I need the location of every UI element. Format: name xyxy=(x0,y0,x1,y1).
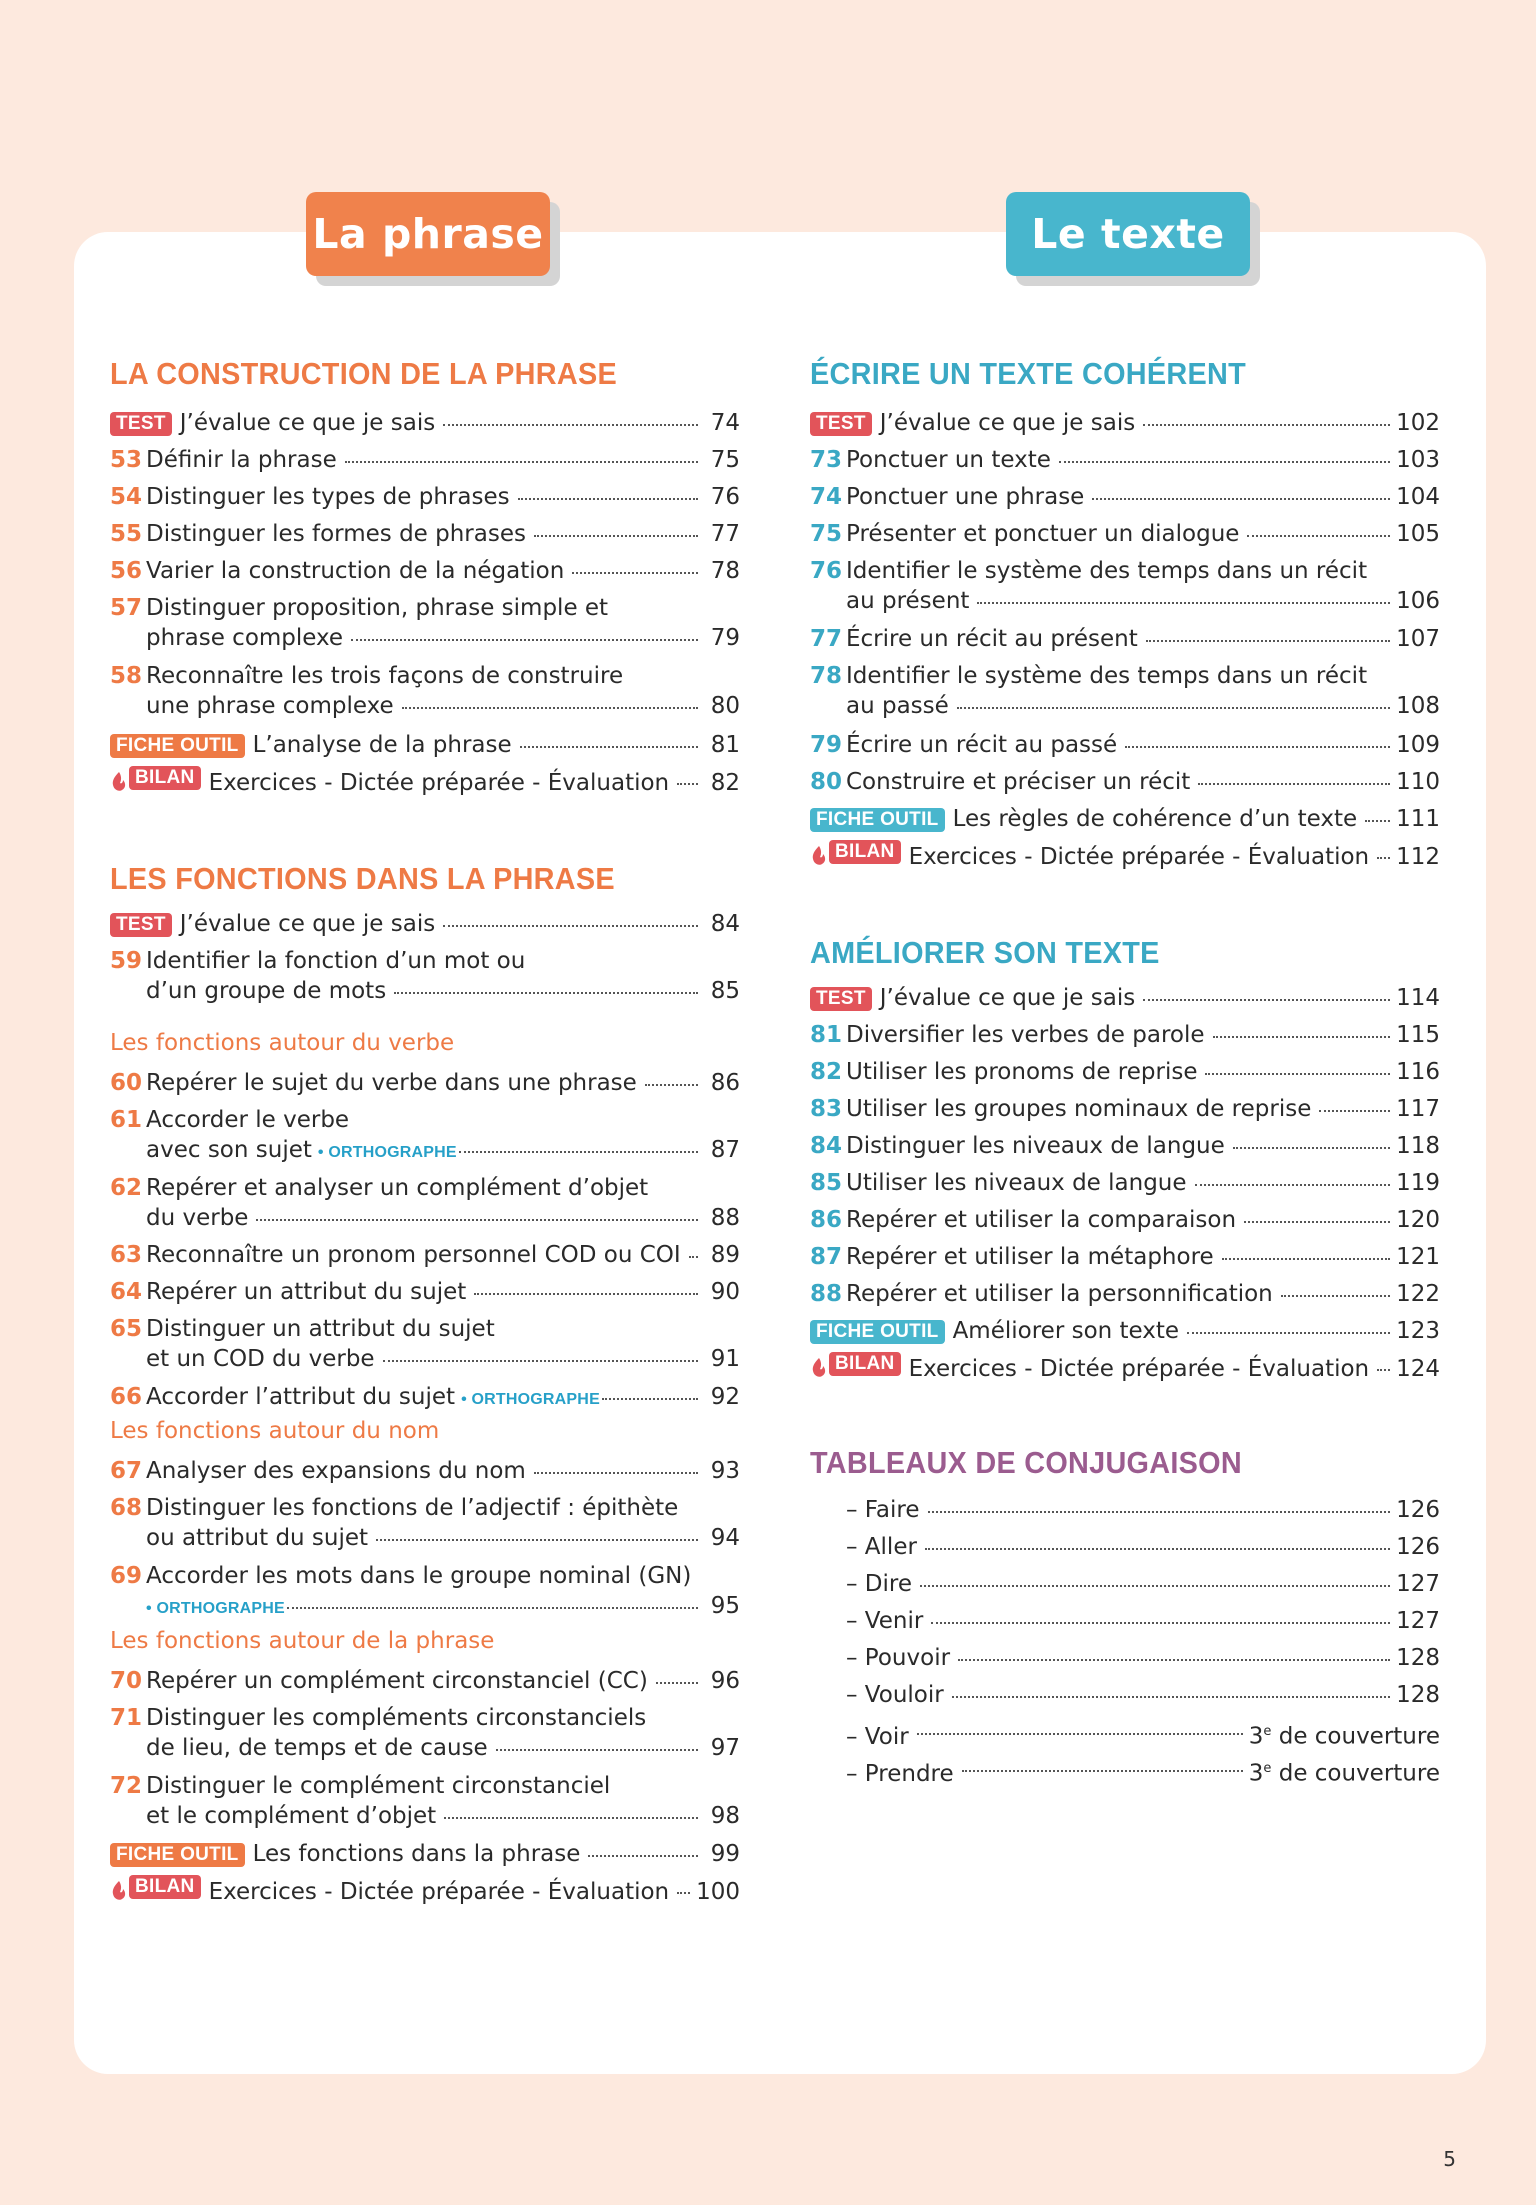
entry-text: et un COD du verbe xyxy=(146,1346,375,1372)
entry-text: au passé xyxy=(846,693,949,719)
entry-text: Repérer et analyser un complément d’objet xyxy=(146,1175,649,1201)
entry-text: – Voir xyxy=(846,1723,909,1750)
entry-text: d’un groupe de mots xyxy=(146,978,387,1004)
lesson-number: 84 xyxy=(810,1133,843,1159)
lesson-number: 70 xyxy=(110,1668,143,1694)
tab-le-texte: Le texte xyxy=(1006,192,1250,276)
page-number: 103 xyxy=(1396,447,1440,473)
page-number: 105 xyxy=(1396,521,1440,547)
lesson-number: 72 xyxy=(110,1773,143,1799)
tab-la-phrase: La phrase xyxy=(306,192,550,276)
page-number: 89 xyxy=(710,1242,740,1268)
entry-text: au présent xyxy=(846,588,970,614)
page-reference: 3e de couverture xyxy=(1248,1723,1440,1750)
page-number: 114 xyxy=(1396,985,1440,1011)
conjugation-item[interactable] xyxy=(810,1754,1440,1787)
lesson-number: 64 xyxy=(110,1279,143,1305)
toc-entry[interactable] xyxy=(110,1277,740,1307)
page-number: 86 xyxy=(710,1070,740,1096)
lesson-number: 80 xyxy=(810,769,843,795)
entry-text: Identifier le système des temps dans un récit xyxy=(846,663,1368,689)
entry-text: J’évalue ce que je sais xyxy=(179,410,436,436)
lesson-number: 58 xyxy=(110,663,143,689)
lesson-number: 86 xyxy=(810,1207,843,1233)
toc-entry[interactable] xyxy=(110,1876,740,1906)
section-title: LA CONSTRUCTION DE LA PHRASE xyxy=(110,356,618,391)
flame-icon xyxy=(810,1357,828,1379)
toc-entry[interactable] xyxy=(110,482,740,512)
page-number: 122 xyxy=(1396,1281,1440,1307)
entry-text: une phrase complexe xyxy=(146,693,394,719)
toc-entry[interactable] xyxy=(110,408,740,438)
page-number: 74 xyxy=(710,410,740,436)
page-number-footer: 5 xyxy=(1443,2147,1456,2171)
test-badge: TEST xyxy=(110,913,172,937)
lesson-number: 71 xyxy=(110,1705,143,1731)
page-number: 110 xyxy=(1396,769,1440,795)
toc-entry[interactable] xyxy=(810,730,1440,760)
entry-text: Exercices - Dictée préparée - Évaluation xyxy=(908,1356,1370,1382)
conjugation-item[interactable] xyxy=(810,1532,1440,1562)
toc-entry[interactable] xyxy=(110,1173,740,1233)
toc-entry[interactable] xyxy=(110,519,740,549)
lesson-number: 74 xyxy=(810,484,843,510)
entry-text: Utiliser les groupes nominaux de reprise xyxy=(846,1096,1312,1122)
page-number: 97 xyxy=(710,1735,740,1761)
toc-entry[interactable] xyxy=(810,841,1440,871)
test-badge: TEST xyxy=(810,987,872,1011)
entry-text: Repérer le sujet du verbe dans une phrase xyxy=(146,1070,637,1096)
orthographe-tag: • ORTHOGRAPHE xyxy=(317,1144,457,1161)
subsection-title: Les fonctions autour de la phrase xyxy=(110,1628,495,1654)
page-number: 90 xyxy=(710,1279,740,1305)
toc-entry[interactable] xyxy=(810,1316,1440,1346)
lesson-number: 62 xyxy=(110,1175,143,1201)
entry-text: ou attribut du sujet xyxy=(146,1525,369,1551)
entry-text: Exercices - Dictée préparée - Évaluation xyxy=(208,1879,670,1905)
page-number: 115 xyxy=(1396,1022,1440,1048)
toc-entry[interactable] xyxy=(110,946,740,1006)
flame-icon xyxy=(110,771,128,793)
toc-entry[interactable] xyxy=(110,445,740,475)
lesson-number: 88 xyxy=(810,1281,843,1307)
entry-text: Améliorer son texte xyxy=(952,1318,1180,1344)
page-number: 126 xyxy=(1396,1497,1440,1523)
entry-text: Repérer et utiliser la métaphore xyxy=(846,1244,1214,1270)
page-number: 91 xyxy=(710,1346,740,1372)
test-badge: TEST xyxy=(810,412,872,436)
lesson-number: 82 xyxy=(810,1059,843,1085)
conjugation-item[interactable] xyxy=(810,1717,1440,1750)
toc-entry[interactable] xyxy=(810,408,1440,438)
page-number: 123 xyxy=(1396,1318,1440,1344)
lesson-number: 77 xyxy=(810,626,843,652)
page-number: 126 xyxy=(1396,1534,1440,1560)
toc-entry[interactable] xyxy=(810,445,1440,475)
entry-text: J’évalue ce que je sais xyxy=(179,911,436,937)
lesson-number: 59 xyxy=(110,948,143,974)
toc-entry[interactable] xyxy=(110,1771,740,1831)
conjugation-item[interactable] xyxy=(810,1495,1440,1525)
page-number: 128 xyxy=(1396,1682,1440,1708)
toc-entry[interactable] xyxy=(110,1666,740,1696)
toc-entry[interactable] xyxy=(110,1839,740,1869)
entry-text: Présenter et ponctuer un dialogue xyxy=(846,521,1240,547)
lesson-number: 68 xyxy=(110,1495,143,1521)
section-title: TABLEAUX DE CONJUGAISON xyxy=(810,1445,1242,1480)
toc-entry[interactable] xyxy=(810,1168,1440,1198)
page-number: 98 xyxy=(710,1803,740,1829)
entry-text: Distinguer les fonctions de l’adjectif : épithète xyxy=(146,1495,679,1521)
page-number: 87 xyxy=(710,1137,740,1163)
page-number: 99 xyxy=(710,1841,740,1867)
page-number: 100 xyxy=(696,1879,740,1905)
lesson-number: 85 xyxy=(810,1170,843,1196)
entry-text: Distinguer le complément circonstanciel xyxy=(146,1773,611,1799)
lesson-number: 67 xyxy=(110,1458,143,1484)
page-number: 102 xyxy=(1396,410,1440,436)
entry-text: Reconnaître un pronom personnel COD ou COI xyxy=(146,1242,681,1268)
toc-entry[interactable] xyxy=(810,1094,1440,1124)
page-reference: 3e de couverture xyxy=(1248,1760,1440,1787)
lesson-number: 76 xyxy=(810,558,843,584)
lesson-number: 65 xyxy=(110,1316,143,1342)
toc-entry[interactable] xyxy=(810,661,1440,721)
page-number: 109 xyxy=(1396,732,1440,758)
toc-entry[interactable] xyxy=(110,1493,740,1553)
lesson-number: 60 xyxy=(110,1070,143,1096)
lesson-number: 69 xyxy=(110,1563,143,1589)
entry-text: Accorder les mots dans le groupe nominal (GN) xyxy=(146,1563,692,1589)
page-number: 85 xyxy=(710,978,740,1004)
entry-text: Écrire un récit au passé xyxy=(846,732,1118,758)
conjugation-item[interactable] xyxy=(810,1643,1440,1673)
page-number: 127 xyxy=(1396,1571,1440,1597)
lesson-number: 61 xyxy=(110,1107,143,1133)
toc-entry[interactable] xyxy=(110,661,740,721)
toc-entry[interactable] xyxy=(110,1382,740,1412)
fiche-outil-badge: FICHE OUTIL xyxy=(810,808,945,832)
entry-text: Repérer un attribut du sujet xyxy=(146,1279,467,1305)
conjugation-item[interactable] xyxy=(810,1680,1440,1710)
toc-entry[interactable] xyxy=(810,482,1440,512)
lesson-number: 56 xyxy=(110,558,143,584)
page-number: 107 xyxy=(1396,626,1440,652)
page-number: 124 xyxy=(1396,1356,1440,1382)
lesson-number: 55 xyxy=(110,521,143,547)
toc-entry[interactable] xyxy=(810,519,1440,549)
entry-text: Identifier le système des temps dans un récit xyxy=(846,558,1368,584)
toc-entry[interactable] xyxy=(810,1057,1440,1087)
fiche-outil-badge: FICHE OUTIL xyxy=(110,1843,245,1867)
page-number: 77 xyxy=(710,521,740,547)
lesson-number: 78 xyxy=(810,663,843,689)
toc-entry[interactable] xyxy=(110,593,740,653)
toc-entry[interactable] xyxy=(110,1456,740,1486)
entry-text: phrase complexe xyxy=(146,625,344,651)
page-number: 117 xyxy=(1396,1096,1440,1122)
entry-text: Distinguer un attribut du sujet xyxy=(146,1316,495,1342)
entry-text: Distinguer les compléments circonstanciels xyxy=(146,1705,647,1731)
conjugation-item[interactable] xyxy=(810,1569,1440,1599)
entry-text: Identifier la fonction d’un mot ou xyxy=(146,948,526,974)
page-number: 94 xyxy=(710,1525,740,1551)
page-number: 92 xyxy=(710,1384,740,1410)
page-number: 82 xyxy=(710,770,740,796)
lesson-number: 66 xyxy=(110,1384,143,1410)
entry-text: Varier la construction de la négation xyxy=(146,558,565,584)
toc-entry[interactable] xyxy=(810,1020,1440,1050)
entry-text: du verbe xyxy=(146,1205,249,1231)
toc-entry[interactable] xyxy=(110,1561,740,1621)
entry-text: Distinguer les niveaux de langue xyxy=(846,1133,1225,1159)
subsection-title: Les fonctions autour du verbe xyxy=(110,1030,455,1056)
entry-text: Les règles de cohérence d’un texte xyxy=(952,806,1358,832)
page-number: 121 xyxy=(1396,1244,1440,1270)
entry-text: – Vouloir xyxy=(846,1682,944,1708)
toc-entry[interactable] xyxy=(110,1068,740,1098)
entry-text: Ponctuer une phrase xyxy=(846,484,1085,510)
lesson-number: 73 xyxy=(810,447,843,473)
entry-text: J’évalue ce que je sais xyxy=(879,410,1136,436)
entry-text: Analyser des expansions du nom xyxy=(146,1458,526,1484)
page-number: 81 xyxy=(710,732,740,758)
lesson-number: 87 xyxy=(810,1244,843,1270)
entry-text: – Faire xyxy=(846,1497,920,1523)
entry-text: – Venir xyxy=(846,1608,924,1634)
bilan-badge: BILAN xyxy=(829,840,901,864)
entry-text: Repérer et utiliser la personnification xyxy=(846,1281,1273,1307)
test-badge: TEST xyxy=(110,412,172,436)
lesson-number: 81 xyxy=(810,1022,843,1048)
page-number: 119 xyxy=(1396,1170,1440,1196)
page-number: 128 xyxy=(1396,1645,1440,1671)
page-number: 111 xyxy=(1396,806,1440,832)
entry-text: Exercices - Dictée préparée - Évaluation xyxy=(908,844,1370,870)
bilan-badge: BILAN xyxy=(129,766,201,790)
page-number: 106 xyxy=(1396,588,1440,614)
page-number: 84 xyxy=(710,911,740,937)
flame-icon xyxy=(110,1880,128,1902)
toc-entry[interactable] xyxy=(810,1205,1440,1235)
entry-text: Distinguer proposition, phrase simple et xyxy=(146,595,609,621)
lesson-number: 79 xyxy=(810,732,843,758)
lesson-number: 53 xyxy=(110,447,143,473)
entry-text: Distinguer les types de phrases xyxy=(146,484,510,510)
page-number: 116 xyxy=(1396,1059,1440,1085)
page-number: 80 xyxy=(710,693,740,719)
page-number: 120 xyxy=(1396,1207,1440,1233)
section-title: AMÉLIORER SON TEXTE xyxy=(810,935,1160,970)
fiche-outil-badge: FICHE OUTIL xyxy=(110,734,245,758)
page-number: 75 xyxy=(710,447,740,473)
toc-entry[interactable] xyxy=(110,1240,740,1270)
section-title: ÉCRIRE UN TEXTE COHÉRENT xyxy=(810,356,1246,391)
entry-text: J’évalue ce que je sais xyxy=(879,985,1136,1011)
entry-text: Les fonctions dans la phrase xyxy=(252,1841,581,1867)
toc-entry[interactable] xyxy=(810,1242,1440,1272)
page-number: 118 xyxy=(1396,1133,1440,1159)
entry-text: Définir la phrase xyxy=(146,447,337,473)
flame-icon xyxy=(810,845,828,867)
entry-text: Utiliser les niveaux de langue xyxy=(846,1170,1187,1196)
page-number: 79 xyxy=(710,625,740,651)
lesson-number: 75 xyxy=(810,521,843,547)
lesson-number: 57 xyxy=(110,595,143,621)
lesson-number: 83 xyxy=(810,1096,843,1122)
entry-text: L’analyse de la phrase xyxy=(252,732,512,758)
toc-entry[interactable] xyxy=(810,804,1440,834)
entry-text: – Prendre xyxy=(846,1760,954,1787)
toc-entry[interactable] xyxy=(110,909,740,939)
entry-text: Diversifier les verbes de parole xyxy=(846,1022,1205,1048)
orthographe-tag: • ORTHOGRAPHE xyxy=(146,1600,285,1617)
toc-entry[interactable] xyxy=(810,1353,1440,1383)
entry-text: avec son sujet xyxy=(146,1137,312,1163)
entry-text: Accorder le verbe xyxy=(146,1107,350,1133)
entry-text: Ponctuer un texte xyxy=(846,447,1051,473)
entry-text: Exercices - Dictée préparée - Évaluation xyxy=(208,770,670,796)
entry-text: Utiliser les pronoms de reprise xyxy=(846,1059,1198,1085)
toc-entry[interactable] xyxy=(810,624,1440,654)
page-number: 104 xyxy=(1396,484,1440,510)
fiche-outil-badge: FICHE OUTIL xyxy=(810,1320,945,1344)
entry-text: – Pouvoir xyxy=(846,1645,951,1671)
orthographe-tag: • ORTHOGRAPHE xyxy=(461,1391,600,1408)
page-number: 96 xyxy=(710,1668,740,1694)
conjugation-item[interactable] xyxy=(810,1606,1440,1636)
entry-text: Construire et préciser un récit xyxy=(846,769,1191,795)
page-number: 112 xyxy=(1396,844,1440,870)
toc-entry[interactable] xyxy=(110,1703,740,1763)
section-title: LES FONCTIONS DANS LA PHRASE xyxy=(110,861,615,896)
entry-text: Écrire un récit au présent xyxy=(846,626,1138,652)
toc-entry[interactable] xyxy=(810,983,1440,1013)
page-number: 95 xyxy=(710,1593,740,1619)
page-number: 93 xyxy=(710,1458,740,1484)
toc-entry[interactable] xyxy=(810,556,1440,616)
entry-text: Distinguer les formes de phrases xyxy=(146,521,526,547)
toc-entry[interactable] xyxy=(810,1279,1440,1309)
toc-entry[interactable] xyxy=(110,767,740,797)
entry-text: de lieu, de temps et de cause xyxy=(146,1735,488,1761)
entry-text: Reconnaître les trois façons de construire xyxy=(146,663,624,689)
page-number: 78 xyxy=(710,558,740,584)
toc-entry[interactable] xyxy=(810,1131,1440,1161)
entry-text: Accorder l’attribut du sujet xyxy=(146,1384,456,1410)
entry-text: Repérer et utiliser la comparaison xyxy=(846,1207,1237,1233)
toc-entry[interactable] xyxy=(110,1105,740,1165)
toc-entry[interactable] xyxy=(110,1314,740,1374)
lesson-number: 54 xyxy=(110,484,143,510)
entry-text: et le complément d’objet xyxy=(146,1803,437,1829)
page-number: 108 xyxy=(1396,693,1440,719)
entry-text: Repérer un complément circonstanciel (CC) xyxy=(146,1668,648,1694)
entry-text: – Dire xyxy=(846,1571,913,1597)
toc-entry[interactable] xyxy=(110,730,740,760)
page-number: 127 xyxy=(1396,1608,1440,1634)
subsection-title: Les fonctions autour du nom xyxy=(110,1418,440,1444)
toc-entry[interactable] xyxy=(810,767,1440,797)
entry-text: – Aller xyxy=(846,1534,917,1560)
toc-entry[interactable] xyxy=(110,556,740,586)
page-number: 76 xyxy=(710,484,740,510)
bilan-badge: BILAN xyxy=(829,1352,901,1376)
lesson-number: 63 xyxy=(110,1242,143,1268)
bilan-badge: BILAN xyxy=(129,1875,201,1899)
page-number: 88 xyxy=(710,1205,740,1231)
